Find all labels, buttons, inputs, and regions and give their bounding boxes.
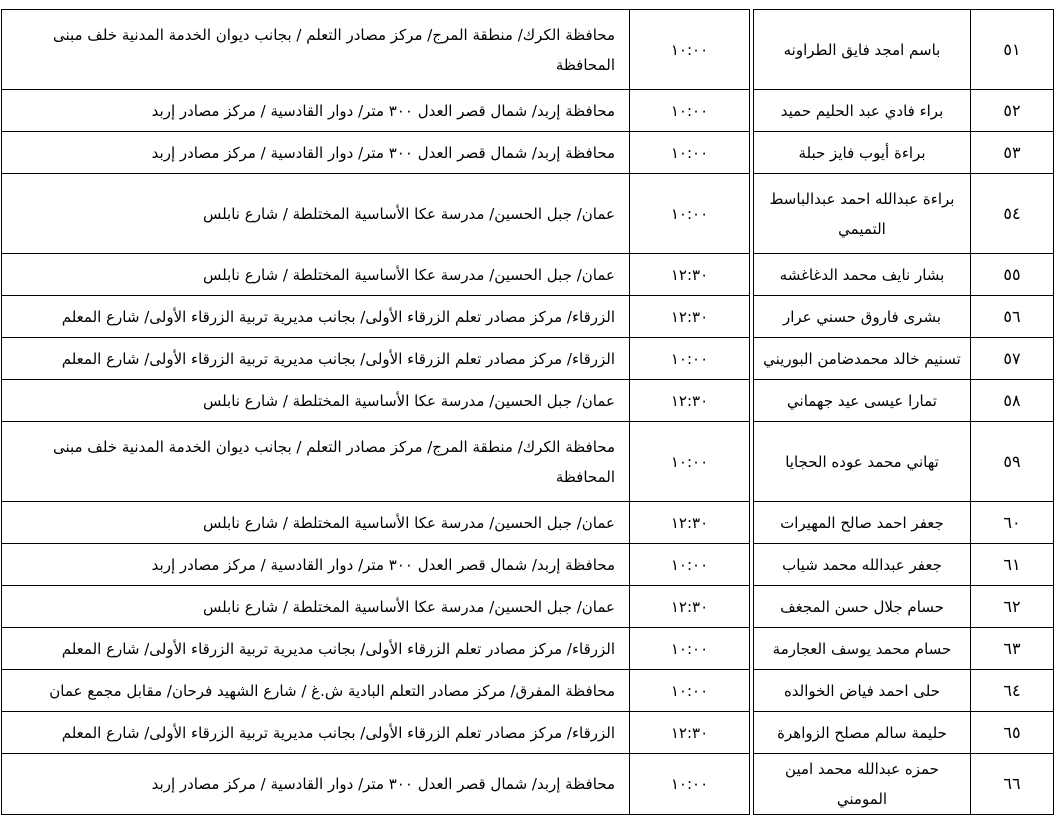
table-row bbox=[2, 670, 1054, 712]
table-row bbox=[2, 422, 1054, 502]
row-number: ٦٦ bbox=[971, 754, 1054, 815]
column-gap bbox=[750, 754, 754, 815]
row-number: ٥٥ bbox=[971, 254, 1054, 296]
exam-time: ١٠:٠٠ bbox=[630, 544, 750, 586]
exam-location: عمان/ جبل الحسين/ مدرسة عكا الأساسية المختلطة / شارع نابلس bbox=[2, 174, 630, 254]
exam-location: عمان/ جبل الحسين/ مدرسة عكا الأساسية المختلطة / شارع نابلس bbox=[2, 586, 630, 628]
exam-time: ١٢:٣٠ bbox=[630, 712, 750, 754]
candidate-name: تهاني محمد عوده الحجايا bbox=[754, 422, 971, 502]
schedule-table-body bbox=[2, 10, 1054, 815]
table-row bbox=[2, 754, 1054, 815]
table-row bbox=[2, 380, 1054, 422]
row-number: ٥٦ bbox=[971, 296, 1054, 338]
row-number: ٦١ bbox=[971, 544, 1054, 586]
candidate-name: بشرى فاروق حسني عرار bbox=[754, 296, 971, 338]
row-number: ٥٣ bbox=[971, 132, 1054, 174]
exam-location: الزرقاء/ مركز مصادر تعلم الزرقاء الأولى/ بجانب مديرية تربية الزرقاء الأولى/ شارع المعلم bbox=[2, 296, 630, 338]
table-row bbox=[2, 132, 1054, 174]
exam-location: محافظة المفرق/ مركز مصادر التعلم البادية ش.غ / شارع الشهيد فرحان/ مقابل مجمع عمان bbox=[2, 670, 630, 712]
candidate-name: تمارا عيسى عيد جهماني bbox=[754, 380, 971, 422]
row-number: ٦٣ bbox=[971, 628, 1054, 670]
exam-time: ١٠:٠٠ bbox=[630, 132, 750, 174]
column-gap bbox=[750, 174, 754, 254]
candidate-name: حسام محمد يوسف العجارمة bbox=[754, 628, 971, 670]
row-number: ٥٨ bbox=[971, 380, 1054, 422]
exam-location: الزرقاء/ مركز مصادر تعلم الزرقاء الأولى/ بجانب مديرية تربية الزرقاء الأولى/ شارع المعلم bbox=[2, 712, 630, 754]
exam-time: ١٠:٠٠ bbox=[630, 338, 750, 380]
column-gap bbox=[750, 586, 754, 628]
exam-location: عمان/ جبل الحسين/ مدرسة عكا الأساسية المختلطة / شارع نابلس bbox=[2, 254, 630, 296]
column-gap bbox=[750, 132, 754, 174]
row-number: ٦٠ bbox=[971, 502, 1054, 544]
candidate-name: حسام جلال حسن المجغف bbox=[754, 586, 971, 628]
column-gap bbox=[750, 90, 754, 132]
column-gap bbox=[750, 712, 754, 754]
exam-location: محافظة إربد/ شمال قصر العدل ٣٠٠ متر/ دوار القادسية / مركز مصادر إربد bbox=[2, 90, 630, 132]
candidate-name: جعفر عبدالله محمد شياب bbox=[754, 544, 971, 586]
exam-time: ١٠:٠٠ bbox=[630, 422, 750, 502]
exam-time: ١٢:٣٠ bbox=[630, 254, 750, 296]
column-gap bbox=[750, 380, 754, 422]
table-row bbox=[2, 338, 1054, 380]
exam-location: محافظة الكرك/ منطقة المرج/ مركز مصادر التعلم / بجانب ديوان الخدمة المدنية خلف مبنى المحافظة bbox=[2, 10, 630, 90]
column-gap bbox=[750, 544, 754, 586]
exam-time: ١٢:٣٠ bbox=[630, 380, 750, 422]
exam-location: محافظة الكرك/ منطقة المرج/ مركز مصادر التعلم / بجانب ديوان الخدمة المدنية خلف مبنى المحافظة bbox=[2, 422, 630, 502]
exam-time: ١٠:٠٠ bbox=[630, 10, 750, 90]
exam-time: ١٢:٣٠ bbox=[630, 502, 750, 544]
row-number: ٦٥ bbox=[971, 712, 1054, 754]
column-gap bbox=[750, 338, 754, 380]
exam-location: محافظة إربد/ شمال قصر العدل ٣٠٠ متر/ دوار القادسية / مركز مصادر إربد bbox=[2, 754, 630, 815]
table-row bbox=[2, 712, 1054, 754]
table-row bbox=[2, 90, 1054, 132]
candidate-name: حلى احمد فياض الخوالده bbox=[754, 670, 971, 712]
exam-location: عمان/ جبل الحسين/ مدرسة عكا الأساسية المختلطة / شارع نابلس bbox=[2, 502, 630, 544]
exam-time: ١٠:٠٠ bbox=[630, 174, 750, 254]
table-row bbox=[2, 174, 1054, 254]
row-number: ٥٤ bbox=[971, 174, 1054, 254]
exam-time: ١٢:٣٠ bbox=[630, 296, 750, 338]
table-row bbox=[2, 296, 1054, 338]
document-page bbox=[1, 9, 1054, 815]
table-row bbox=[2, 628, 1054, 670]
column-gap bbox=[750, 296, 754, 338]
candidate-name: باسم امجد فايق الطراونه bbox=[754, 10, 971, 90]
candidate-name: براءة عبدالله احمد عبدالباسط التميمي bbox=[754, 174, 971, 254]
exam-time: ١٢:٣٠ bbox=[630, 586, 750, 628]
exam-time: ١٠:٠٠ bbox=[630, 628, 750, 670]
table-row bbox=[2, 544, 1054, 586]
table-row bbox=[2, 10, 1054, 90]
exam-time: ١٠:٠٠ bbox=[630, 754, 750, 815]
exam-time: ١٠:٠٠ bbox=[630, 670, 750, 712]
column-gap bbox=[750, 10, 754, 90]
candidate-name: حليمة سالم مصلح الزواهرة bbox=[754, 712, 971, 754]
candidate-name: بشار نايف محمد الدغاغشه bbox=[754, 254, 971, 296]
candidate-name: براء فادي عبد الحليم حميد bbox=[754, 90, 971, 132]
row-number: ٥٧ bbox=[971, 338, 1054, 380]
column-gap bbox=[750, 628, 754, 670]
row-number: ٥٩ bbox=[971, 422, 1054, 502]
row-number: ٥١ bbox=[971, 10, 1054, 90]
column-gap bbox=[750, 422, 754, 502]
schedule-table bbox=[1, 9, 1054, 815]
exam-location: عمان/ جبل الحسين/ مدرسة عكا الأساسية المختلطة / شارع نابلس bbox=[2, 380, 630, 422]
exam-location: الزرقاء/ مركز مصادر تعلم الزرقاء الأولى/ بجانب مديرية تربية الزرقاء الأولى/ شارع المعلم bbox=[2, 338, 630, 380]
column-gap bbox=[750, 502, 754, 544]
row-number: ٥٢ bbox=[971, 90, 1054, 132]
candidate-name: تسنيم خالد محمدضامن البوريني bbox=[754, 338, 971, 380]
exam-location: محافظة إربد/ شمال قصر العدل ٣٠٠ متر/ دوار القادسية / مركز مصادر إربد bbox=[2, 132, 630, 174]
table-row bbox=[2, 586, 1054, 628]
candidate-name: براءة أيوب فايز حبلة bbox=[754, 132, 971, 174]
table-row bbox=[2, 254, 1054, 296]
exam-time: ١٠:٠٠ bbox=[630, 90, 750, 132]
table-row bbox=[2, 502, 1054, 544]
candidate-name: حمزه عبدالله محمد امين المومني bbox=[754, 754, 971, 815]
column-gap bbox=[750, 670, 754, 712]
candidate-name: جعفر احمد صالح المهيرات bbox=[754, 502, 971, 544]
column-gap bbox=[750, 254, 754, 296]
exam-location: محافظة إربد/ شمال قصر العدل ٣٠٠ متر/ دوار القادسية / مركز مصادر إربد bbox=[2, 544, 630, 586]
row-number: ٦٢ bbox=[971, 586, 1054, 628]
exam-location: الزرقاء/ مركز مصادر تعلم الزرقاء الأولى/ بجانب مديرية تربية الزرقاء الأولى/ شارع المعلم bbox=[2, 628, 630, 670]
row-number: ٦٤ bbox=[971, 670, 1054, 712]
